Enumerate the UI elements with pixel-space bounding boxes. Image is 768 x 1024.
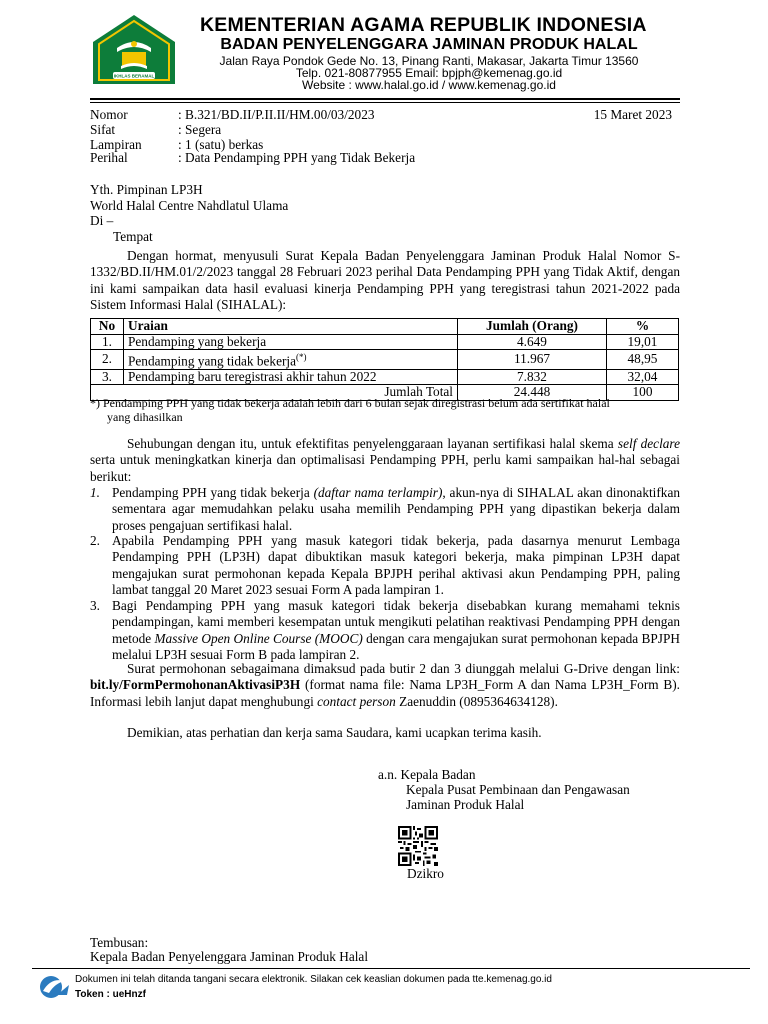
list-item	[90, 485, 680, 534]
text: Bagi Pendamping PPH yang masuk kategori tidak bekerja disebabkan kurang memahami teknis pendampingan, kami memberi kesempatan untuk mengikuti pelatihan reaktivasi Pendamping PPH dengan metode	[112, 598, 680, 646]
cell-uraian-text: Pendamping yang tidak bekerja	[128, 353, 297, 369]
agency-contact: Telp. 021-80877955 Email: bpjph@kemenag.go.id	[295, 66, 563, 80]
table-row	[91, 350, 679, 370]
cell-jumlah: 4.649	[458, 334, 607, 350]
list-number: 1.	[90, 485, 100, 500]
meta-label: Lampiran	[90, 137, 142, 152]
cell-uraian	[124, 369, 458, 385]
table-header-row	[91, 319, 679, 335]
signatory-name: Dzikro	[407, 866, 444, 881]
footer-rule	[32, 968, 750, 969]
table-footnote	[90, 396, 690, 424]
meta-nomor	[90, 107, 375, 122]
logo-caption: IKHLAS BERAMAL	[113, 73, 155, 79]
cell-no: 2.	[91, 350, 124, 370]
text-italic: self declare	[617, 436, 680, 451]
col-header: Uraian	[124, 319, 458, 335]
closing: Demikian, atas perhatian dan kerja sama Saudara, kami ucapkan terima kasih.	[127, 725, 542, 740]
cell-persen: 48,95	[607, 350, 679, 370]
text: Surat permohonan sebagaimana dimaksud pada butir 2 dan 3 diunggah melalui G-Drive dengan link:	[127, 661, 680, 676]
bsre-logo-icon	[37, 975, 71, 999]
cell-uraian-text: Pendamping yang bekerja	[128, 333, 267, 349]
qr-code-icon	[398, 826, 438, 866]
recipient-line: World Halal Centre Nahdlatul Ulama	[90, 198, 289, 213]
letterhead-rule-thin	[90, 102, 680, 103]
col-header: %	[607, 319, 679, 335]
agency-address: Jalan Raya Pondok Gede No. 13, Pinang Ranti, Makasar, Jakarta Timur 13560	[219, 54, 639, 68]
table-row	[91, 334, 679, 350]
text-italic: contact person	[317, 693, 396, 709]
data-table	[90, 318, 679, 401]
table-row	[91, 369, 679, 385]
cell-jumlah: 11.967	[458, 350, 607, 370]
meta-label: Nomor	[90, 107, 128, 122]
ministry-name: KEMENTERIAN AGAMA REPUBLIK INDONESIA	[200, 14, 647, 36]
tembusan-line: Kepala Badan Penyelenggara Jaminan Produk Halal	[90, 949, 369, 964]
text-italic: Massive Open Online Course (MOOC)	[154, 630, 363, 646]
list-body: Apabila Pendamping PPH yang masuk kategori tidak bekerja, pada dasarnya menurut Lembaga Pendamping PPH (LP3H) dapat dibuktikan masuk kategori bekerja, maka pimpinan LP3H dapat mengajukan surat permohonan kepada Kepala BPJPH perihal aktivasi akun Pendamping PPH, paling lambat tanggal 20 Maret 2023 sesuai Form A pada lampiran 1.	[112, 533, 680, 598]
recipient-line: Tempat	[113, 229, 153, 244]
footnote-marker: (*)	[296, 352, 307, 362]
signature-title: Jaminan Produk Halal	[406, 797, 525, 812]
total-jumlah: 24.448	[458, 385, 607, 401]
paragraph-2	[90, 436, 680, 485]
text: dengan cara mengajukan surat permohonan kepada BPJPH melalui LP3H sesuai Form B pada lampiran 2.	[112, 630, 680, 663]
cell-uraian	[124, 334, 458, 350]
footnote-line: yang dihasilkan	[107, 410, 183, 424]
signature-an: a.n. Kepala Badan	[378, 767, 476, 782]
agency-name: BADAN PENYELENGGARA JAMINAN PRODUK HALAL	[220, 36, 638, 53]
text: Pendamping PPH yang tidak bekerja	[112, 485, 310, 500]
gdrive-link[interactable]: bit.ly/FormPermohonanAktivasiP3H	[90, 677, 301, 693]
text: (format nama file: Nama LP3H_Form A dan Nama LP3H_Form B). Informasi lebih lanjut dapat menghubungi	[90, 677, 681, 709]
paragraph-3	[90, 661, 680, 710]
cell-jumlah: 7.832	[458, 369, 607, 385]
text: serta untuk meningkatkan kinerja dan optimalisasi Pendamping PPH, perlu kami sampaikan hal-hal sebagai berikut:	[90, 452, 680, 484]
cell-no: 1.	[91, 334, 124, 350]
cell-uraian	[124, 350, 458, 370]
list-body	[112, 485, 680, 534]
total-persen: 100	[607, 385, 679, 401]
footnote-line: *) Pendamping PPH yang tidak bekerja adalah lebih dari 6 bulan sejak diregistrasi belum ada sertifikat halal	[90, 396, 610, 410]
text: Sehubungan dengan itu, untuk efektifitas penyelenggaraan layanan sertifikasi halal skema	[127, 436, 614, 451]
signature-title: Kepala Pusat Pembinaan dan Pengawasan	[406, 782, 630, 797]
cell-no: 3.	[91, 369, 124, 385]
col-header: No	[91, 319, 124, 335]
cell-persen: 19,01	[607, 334, 679, 350]
meta-value: : 1 (satu) berkas	[178, 137, 264, 152]
footer-token: Token : ueHnzf	[75, 989, 146, 1000]
letterhead-rule	[90, 98, 680, 100]
meta-value: : B.321/BD.II/P.II.II/HM.00/03/2023	[178, 107, 375, 122]
recipient-line: Di –	[90, 213, 114, 228]
total-label: Jumlah Total	[91, 385, 458, 401]
letter-date: 15 Maret 2023	[593, 107, 672, 122]
meta-value: : Segera	[178, 122, 222, 137]
meta-value: : Data Pendamping PPH yang Tidak Bekerja	[178, 150, 416, 165]
cell-persen: 32,04	[607, 369, 679, 385]
meta-label: Sifat	[90, 122, 116, 137]
text: Zaenuddin (0895364634128).	[399, 693, 558, 709]
list-item	[90, 598, 680, 664]
text-italic: (daftar nama terlampir)	[313, 485, 443, 500]
recipient-line: Yth. Pimpinan LP3H	[90, 182, 203, 197]
agency-website: Website : www.halal.go.id / www.kemenag.go.id	[302, 78, 556, 92]
col-header: Jumlah (Orang)	[458, 319, 607, 335]
footer-notice: Dokumen ini telah ditanda tangani secara elektronik. Silakan cek keaslian dokumen pada tte.kemenag.go.id	[75, 974, 552, 985]
intro-paragraph: Dengan hormat, menyusuli Surat Kepala Badan Penyelenggara Jaminan Produk Halal Nomor S-1332/BD.II/HM.01/2/2023 tanggal 28 Februari 2023 perihal Data Pendamping PPH yang Tidak Aktif, dengan ini kami sampaikan data hasil evaluasi kinerja Pendamping PPH yang teregistrasi tahun 2021-2022 pada Sistem Informasi Halal (SIHALAL):	[90, 248, 680, 313]
text: , akun-nya di SIHALAL akan dinonaktifkan sementara agar memudahkan pelaku usaha memilih Pendamping PPH yang dipastikan bekerja dalam proses pengajuan sertifikasi halal.	[112, 485, 681, 533]
list-body	[112, 598, 680, 664]
list-number: 2.	[90, 533, 100, 548]
cell-uraian-text: Pendamping baru teregistrasi akhir tahun 2022	[128, 368, 377, 384]
list-item	[90, 533, 680, 599]
list-number: 3.	[90, 598, 100, 613]
meta-perihal	[90, 150, 415, 165]
tembusan-label: Tembusan:	[90, 935, 149, 950]
meta-sifat	[90, 122, 221, 137]
meta-label: Perihal	[90, 150, 128, 165]
kemenag-logo	[91, 14, 177, 88]
